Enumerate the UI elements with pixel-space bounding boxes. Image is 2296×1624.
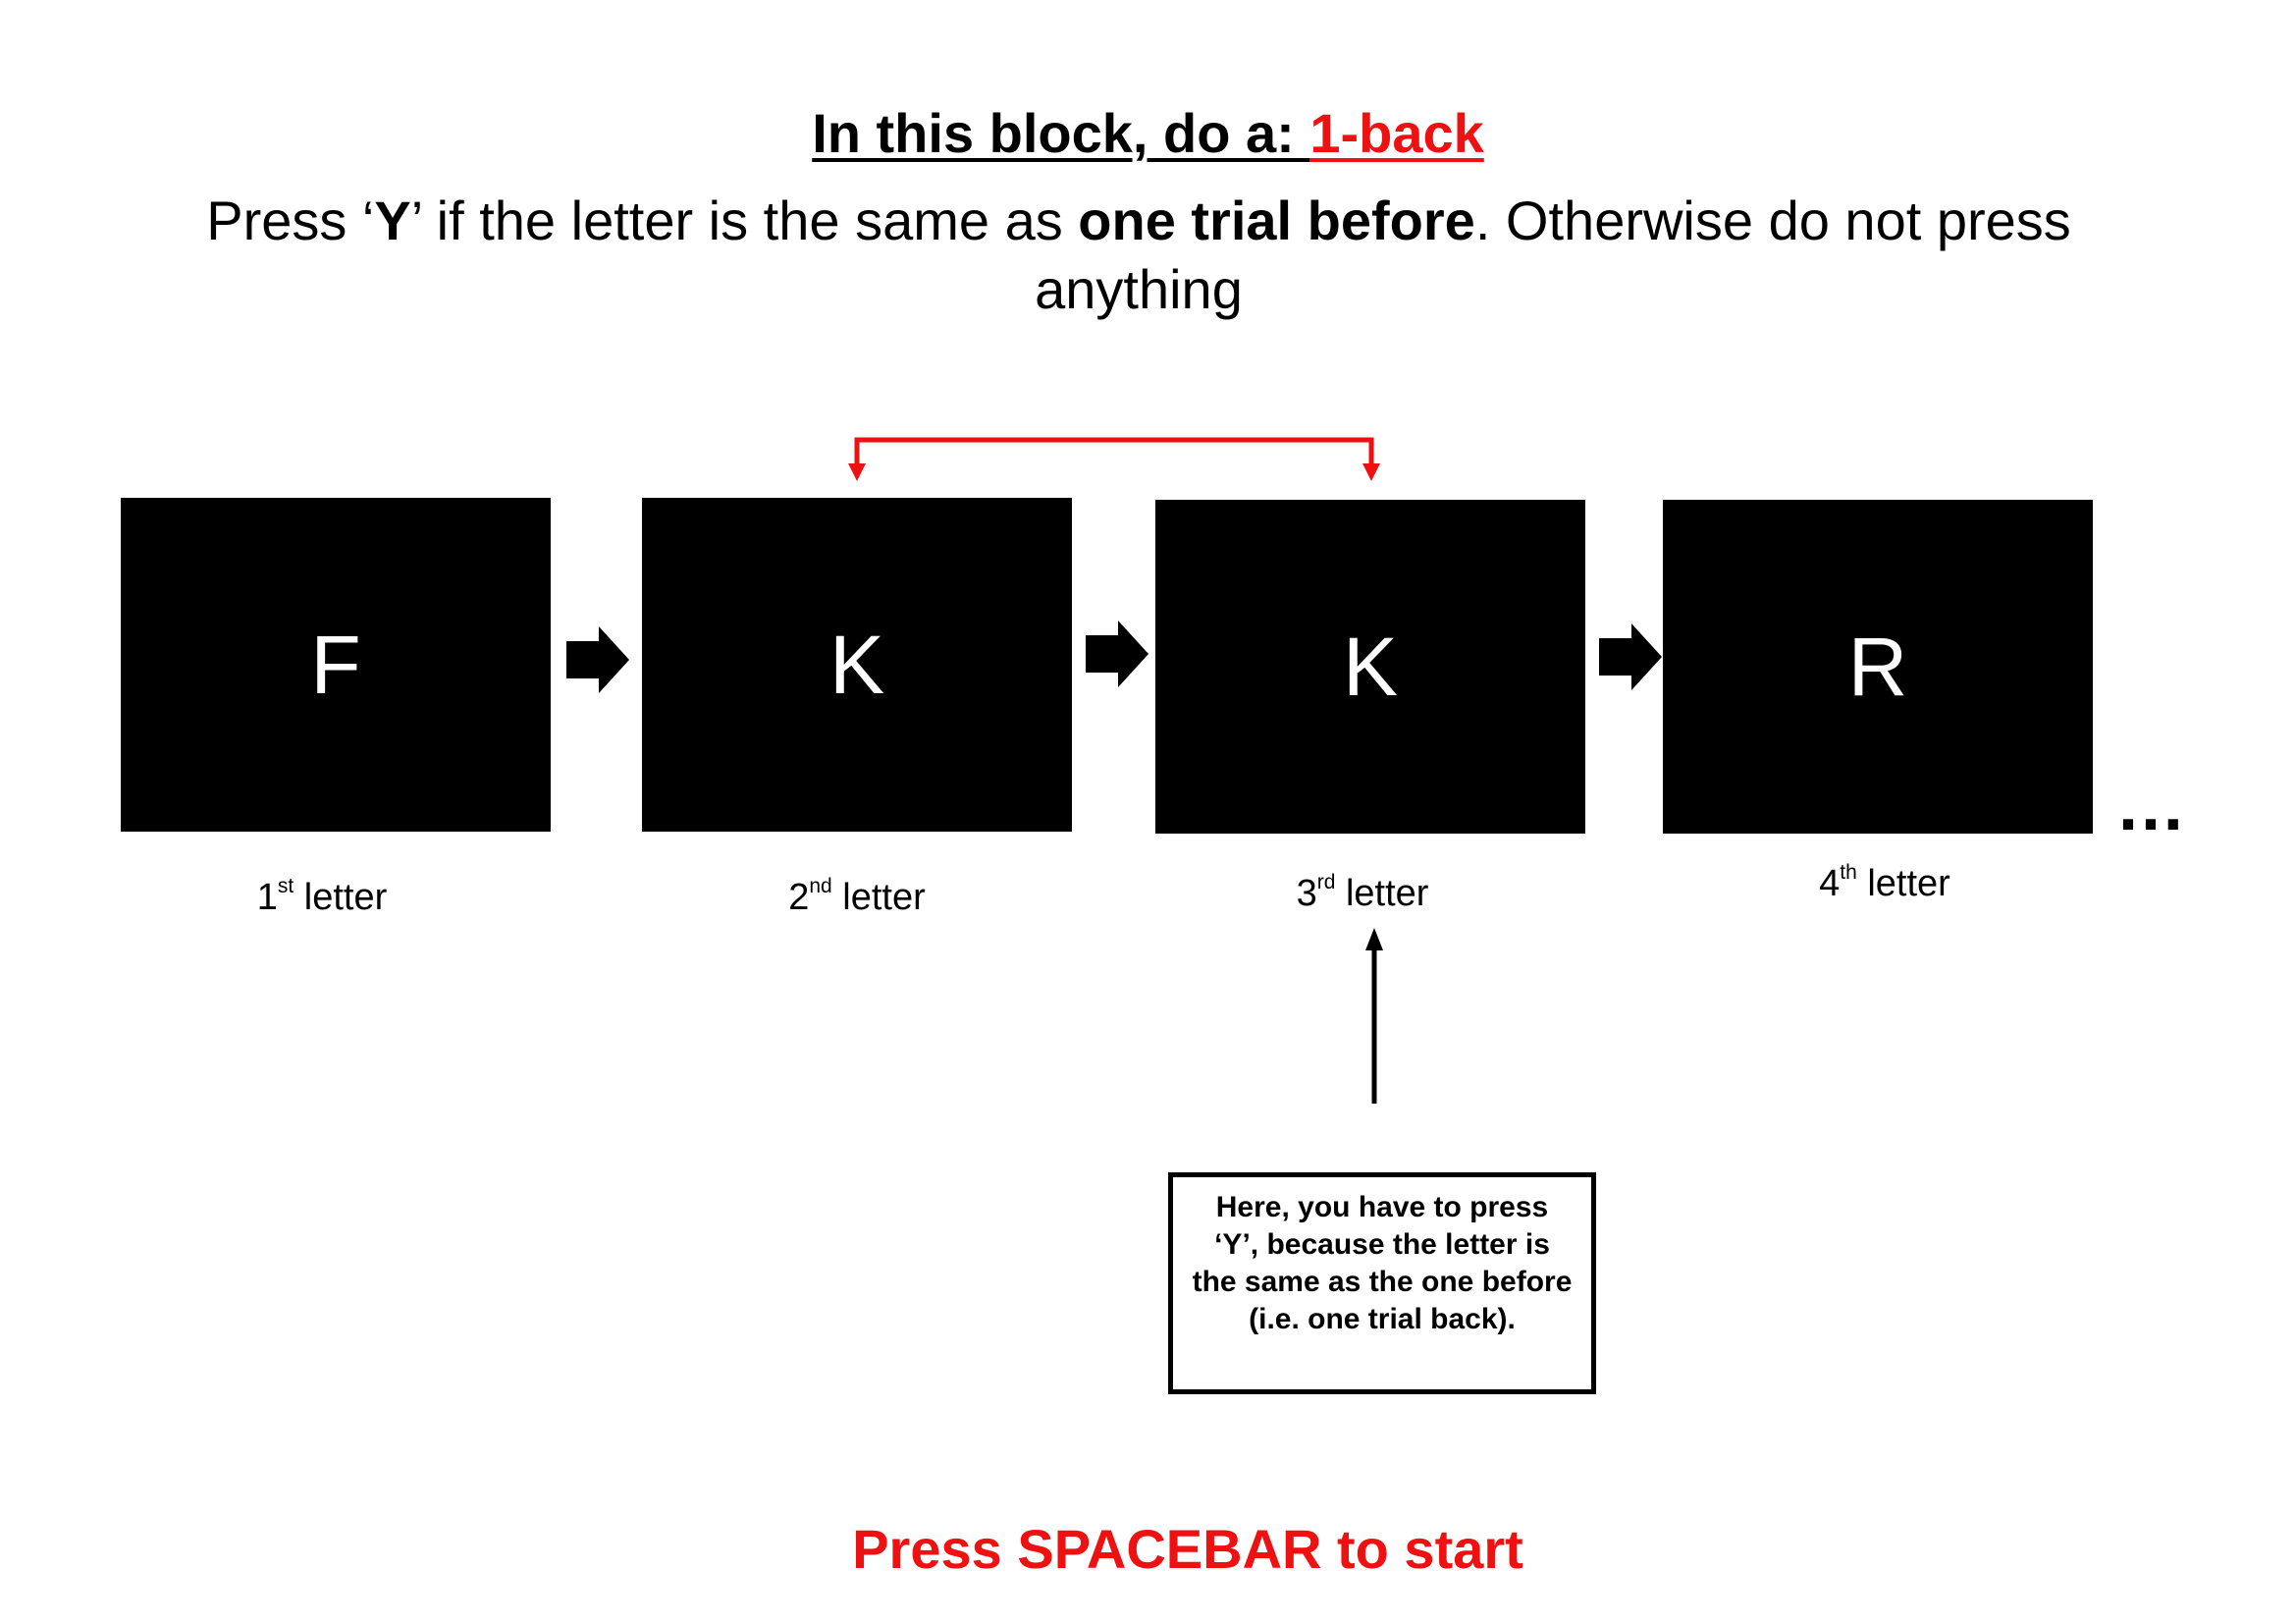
note-line-3: the same as the one before (1192, 1266, 1573, 1298)
letter-box-3-letter: K (1342, 620, 1399, 713)
match-bracket (857, 440, 1371, 465)
continuation-ellipsis: … (2115, 767, 2192, 845)
instruction-emphasis: one trial before (1078, 189, 1475, 251)
letter-label-1: 1st letter (256, 875, 388, 918)
letter-box-1 (121, 498, 551, 832)
note-pointer-arrowhead (1365, 928, 1383, 950)
letter-label-4: 4th letter (1819, 861, 1950, 904)
note-line-1: Here, you have to press (1215, 1191, 1549, 1223)
match-bracket-arrowhead-right (1362, 463, 1380, 481)
sequence-arrow-icon (1599, 623, 1662, 690)
instruction-line2: anything (1035, 258, 1243, 320)
sequence-arrow-icon (566, 626, 629, 693)
note-line-2: ‘Y’, because the letter is (1214, 1228, 1550, 1261)
instruction-part1: Press ‘ (206, 189, 375, 251)
start-prompt: Press SPACEBAR to start (852, 1518, 1523, 1580)
letter-box-1-letter: F (310, 618, 361, 711)
sequence-arrow-icon (1086, 621, 1148, 687)
note-line-4: (i.e. one trial back). (1249, 1303, 1516, 1335)
instruction-part2: ’ if the letter is the same as (410, 189, 1079, 251)
letter-box-4 (1663, 500, 2093, 834)
letter-label-2: 2nd letter (788, 875, 926, 918)
letter-box-3 (1155, 500, 1585, 834)
letter-label-3: 3rd letter (1296, 871, 1429, 914)
block-task-name: 1-back (1309, 102, 1484, 164)
explanation-note (1168, 1172, 1596, 1394)
instruction-part3: . Otherwise do not press (1474, 189, 2071, 251)
letter-box-2 (642, 498, 1072, 832)
letter-box-4-letter: R (1847, 620, 1908, 713)
instruction-key: Y (374, 189, 411, 251)
match-bracket-arrowhead-left (848, 463, 866, 481)
letter-box-2-letter: K (828, 618, 885, 711)
block-title-prefix: In this block, do a: (812, 102, 1310, 164)
